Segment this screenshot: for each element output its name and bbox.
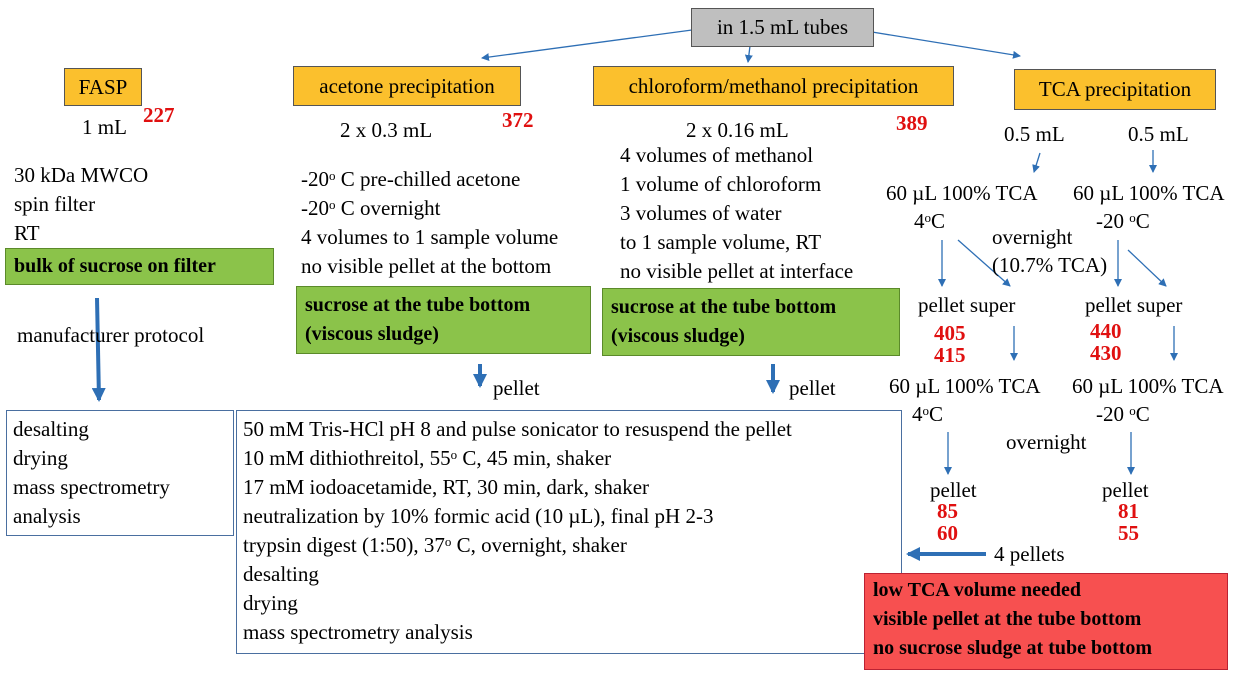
top-box-tubes (691, 8, 874, 47)
tca-nums2-right: 81 55 (1118, 499, 1139, 545)
chloroform-green-box (602, 288, 900, 356)
chloroform-green-line: sucrose at the tube bottom (611, 296, 837, 318)
protocol-line: neutralization by 10% formic acid (10 µL), final pH 2-3 (243, 504, 714, 528)
chloroform-title-box (593, 66, 954, 106)
chloroform-line: 1 volume of chloroform (620, 172, 822, 196)
tca-nums-left: 405 415 (934, 321, 966, 367)
fasp-result-box (6, 410, 234, 536)
arrow-to-tca (872, 32, 1020, 56)
fasp-number: 227 (143, 103, 175, 127)
chloroform-number: 389 (896, 111, 928, 135)
acetone-title-box (293, 66, 521, 106)
tca-temp-left: 4$^o$C (914, 209, 946, 233)
tca-temp2-left: 4$^o$C (912, 402, 944, 426)
tca-red-line: no sucrose sludge at tube bottom (873, 637, 1153, 659)
acetone-pellet-label: pellet (493, 376, 540, 400)
fasp-title: FASP (78, 74, 128, 99)
protocol-line: 17 mM iodoacetamide, RT, 30 min, dark, shaker (243, 475, 650, 499)
fasp-result-line: drying (13, 446, 68, 470)
fasp-result-line: mass spectrometry (13, 475, 170, 499)
tca-vol-left: 0.5 mL (1004, 122, 1065, 146)
acetone-line-temp2: -20$^o$ C overnight (301, 196, 441, 220)
fasp-result-line: analysis (13, 504, 81, 528)
top-box-label: in 1.5 mL tubes (716, 15, 849, 39)
fasp-line: spin filter (14, 192, 96, 216)
tca-pellet-right: pellet (1102, 478, 1149, 502)
chloroform-line: no visible pellet at interface (620, 259, 854, 283)
chloroform-line: to 1 sample volume, RT (620, 230, 822, 254)
arrow-to-acetone (482, 30, 692, 58)
tca-step1-right: 60 µL 100% TCA (1073, 181, 1225, 205)
acetone-line-temp1: -20$^o$ C pre-chilled acetone (301, 167, 521, 191)
protocol-line: desalting (243, 562, 319, 586)
acetone-title: acetone precipitation (319, 73, 495, 98)
chloroform-green-line: (viscous sludge) (611, 325, 745, 347)
tca-nums2-left: 85 60 (937, 499, 958, 545)
chloroform-conditions (620, 141, 853, 286)
tca-temp2-right: -20 $^o$C (1096, 402, 1150, 426)
tca-pellet-left: pellet (930, 478, 977, 502)
arrow-to-chloroform (748, 46, 750, 62)
fasp-title-box (64, 68, 142, 106)
protocol-line: trypsin digest (1:50), 37$^o$ C, overnight, shaker (243, 533, 627, 557)
tca-red-line: visible pellet at the tube bottom (873, 608, 1142, 630)
tca-title: TCA precipitation (1038, 77, 1192, 101)
acetone-number: 372 (502, 108, 534, 132)
tca-red-box (864, 573, 1228, 670)
tca-overnight: overnight (992, 225, 1073, 249)
acetone-green-box (296, 286, 591, 354)
tca-four-pellets: 4 pellets (994, 542, 1065, 566)
tca-pellet-super-right: pellet super (1085, 293, 1183, 317)
tca-title-box (1014, 69, 1216, 110)
main-protocol-box (236, 410, 902, 654)
acetone-line-pellet: no visible pellet at the bottom (301, 254, 552, 278)
acetone-green-line: (viscous sludge) (305, 323, 439, 345)
fasp-line: 30 kDa MWCO (14, 163, 149, 187)
acetone-volume: 2 x 0.3 mL (340, 118, 433, 142)
tca-red-line: low TCA volume needed (873, 579, 1081, 601)
acetone-green-line: sucrose at the tube bottom (305, 294, 531, 316)
tca-percentage: (10.7% TCA) (992, 253, 1108, 277)
fasp-green-box (5, 248, 274, 285)
chloroform-pellet-label: pellet (789, 376, 836, 400)
tca-step2-right: 60 µL 100% TCA (1072, 374, 1224, 398)
fasp-conditions (14, 161, 148, 248)
chloroform-line: 3 volumes of water (620, 201, 782, 225)
acetone-conditions (301, 165, 558, 281)
chloroform-volume: 2 x 0.16 mL (686, 118, 789, 142)
fasp-result-line: desalting (13, 417, 89, 441)
fasp-line: RT (14, 221, 40, 245)
acetone-line-ratio: 4 volumes to 1 sample volume (301, 225, 559, 249)
tca-step2-left: 60 µL 100% TCA (889, 374, 1041, 398)
protocol-line: mass spectrometry analysis (243, 620, 473, 644)
fasp-green-text: bulk of sucrose on filter (14, 255, 216, 277)
tca-vol-right: 0.5 mL (1128, 122, 1189, 146)
tca-step1-left: 60 µL 100% TCA (886, 181, 1038, 205)
chloroform-line: 4 volumes of methanol (620, 143, 814, 167)
fasp-protocol-note: manufacturer protocol (17, 323, 205, 347)
tca-pellet-super-left: pellet super (918, 293, 1016, 317)
tca-overnight2: overnight (1006, 430, 1087, 454)
fasp-volume: 1 mL (82, 115, 127, 139)
chloroform-title: chloroform/methanol precipitation (628, 73, 919, 98)
arrow-tca-right-super (1128, 250, 1166, 286)
tca-nums-right: 440 430 (1090, 319, 1122, 365)
protocol-line: 10 mM dithiothreitol, 55$^o$ C, 45 min, shaker (243, 446, 612, 470)
protocol-line: 50 mM Tris-HCl pH 8 and pulse sonicator to resuspend the pellet (243, 417, 792, 441)
arrow-tca-left-vol (1034, 153, 1040, 172)
tca-temp-right: -20 $^o$C (1096, 209, 1150, 233)
protocol-line: drying (243, 591, 298, 615)
